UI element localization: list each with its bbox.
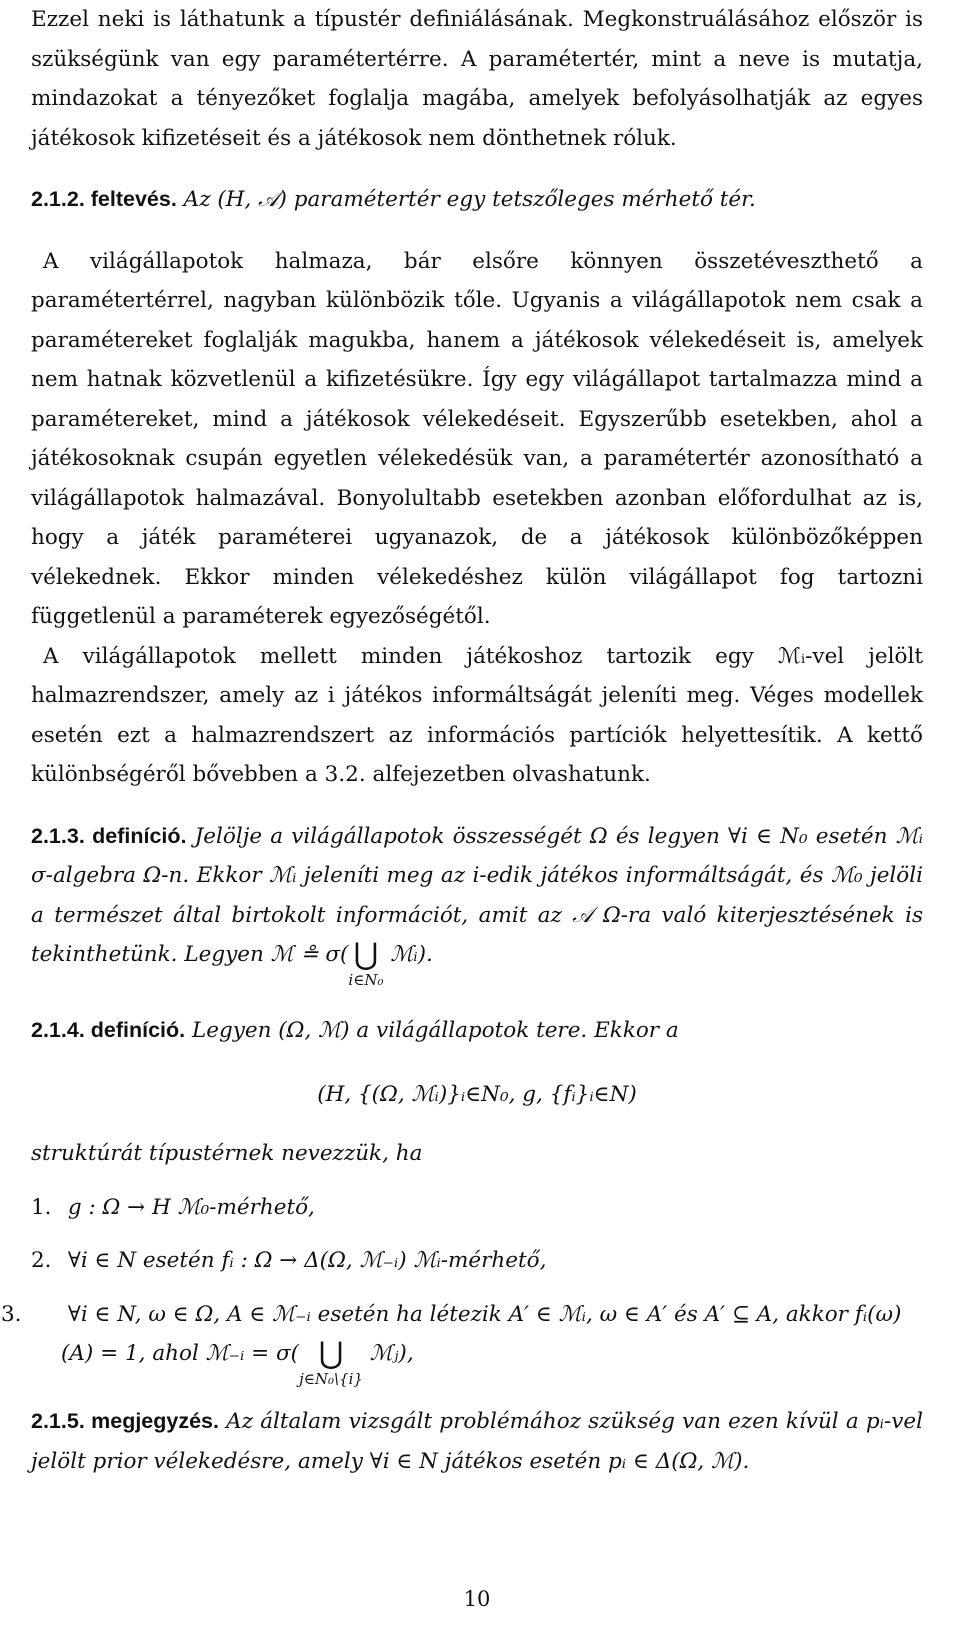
union-subscript: j∈N₀\{i} (299, 1370, 363, 1388)
definition-text: Jelölje a világállapotok összességét Ω és legyen ∀i ∈ N₀ esetén ℳᵢ σ-algebra Ω-n. Ekkor ℳᵢ jeleníti meg az i-edik játékos informáltságát, és ℳ₀ jelöli a természet által birtokolt információt, amit az 𝒜 Ω-ra való kiterjesztésének is tekinthetünk. Legyen ℳ ≗ σ( (31, 823, 923, 967)
document-page (1, 0, 923, 1636)
condition-number: 3. (1, 1301, 22, 1327)
assumption-2-1-2 (31, 180, 923, 220)
definition-text: Legyen (Ω, ℳ) a világállapotok tere. Ekkor a (191, 1018, 679, 1043)
assumption-text: Az (H, 𝒜) paramétertér egy tetszőleges mérhető tér. (183, 187, 756, 212)
big-union-symbol: ⋃ (318, 1336, 344, 1371)
union-subscript: i∈N₀ (348, 971, 384, 989)
union-operator (348, 935, 383, 989)
definition-2-1-3 (31, 817, 923, 990)
world-states-paragraph: A világállapotok halmaza, bár elsőre könnyen összetéveszthető a paramétertérrel, nagyban különbözik tőle. Ugyanis a világállapotok nem csak a paramétereket foglalják magukba, hanem a játékosok vélekedéseit is, amelyek nem hatnak közvetlenül a kifizetésükre. Így egy világállapot tartalmazza mind a paramétereket, mind a játékosok vélekedéseit. Egyszerűbb esetekben, ahol a játékosoknak csupán egyetlen vélekedésük van, a paramétertér azonosítható a világállapotok halmazával. Bonyolultabb esetekben azonban előfordulhat az is, hogy a játék paraméterei ugyanazok, de a játékosok különbözőképpen vélekednek. Ekkor minden vélekedéshez külön világállapot fog tartozni függetlenül a paraméterek egyezőségétől. (31, 248, 923, 629)
big-union-symbol: ⋃ (353, 937, 379, 972)
condition-1 (31, 1188, 923, 1228)
intro-paragraph: Ezzel neki is láthatunk a típustér definiálásának. Megkonstruálásához először is szükségünk van egy paramétertérre. A paramétertér, mint a neve is mutatja, mindazokat a tényezőket foglalja magába, amelyek befolyásolhatják az egyes játékosok kifizetéseit és a játékosok nem dönthetnek róluk. (31, 7, 923, 151)
union-operator (299, 1334, 363, 1388)
condition-number: 2. (31, 1248, 52, 1273)
definition-text-end: ℳᵢ). (390, 942, 433, 967)
page-number: 10 (463, 1587, 491, 1611)
condition-3 (1, 1295, 923, 1389)
assumption-label: 2.1.2. feltevés. (31, 187, 177, 211)
information-paragraph: A világállapotok mellett minden játékoshoz tartozik egy ℳᵢ-vel jelölt halmazrendszer, amely az i játékos informáltságát jeleníti meg. Véges modellek esetén ezt a halmazrendszert az információs partíciók helyettesítik. A kettő különbségéről bővebben a 3.2. alfejezetben olvashatunk. (31, 643, 923, 787)
condition-text: ∀i ∈ N esetén fᵢ : Ω → Δ(Ω, ℳ₋ᵢ) ℳᵢ-mérhető, (67, 1248, 547, 1273)
condition-number: 1. (31, 1194, 52, 1220)
definition-label: 2.1.4. definíció. (31, 1018, 186, 1042)
definition-continuation: struktúrát típustérnek nevezzük, ha (31, 1141, 423, 1166)
remark-label: 2.1.5. megjegyzés. (31, 1409, 219, 1433)
condition-list (1, 1188, 923, 1389)
condition-text: g : Ω → H ℳ₀-mérhető, (67, 1194, 315, 1220)
condition-text: ∀i ∈ N, ω ∈ Ω, A ∈ ℳ₋ᵢ esetén ha létezik A′ ∈ ℳᵢ, ω ∈ A′ és A′ ⊆ A, akkor fᵢ(ω)(A) = 1, ahol ℳ₋ᵢ = σ( (61, 1301, 902, 1366)
condition-text-end: ℳⱼ), (369, 1341, 414, 1366)
remark-text: Az általam vizsgált problémához szükség van ezen kívül a pᵢ-vel jelölt prior vélekedésre, amely ∀i ∈ N játékos esetén pᵢ ∈ Δ(Ω, ℳ). (31, 1409, 923, 1474)
remark-2-1-5 (31, 1402, 923, 1481)
condition-2 (31, 1241, 923, 1281)
definition-label: 2.1.3. definíció. (31, 823, 187, 848)
definition-2-1-4 (31, 1011, 923, 1051)
type-space-tuple: (H, {(Ω, ℳᵢ)}ᵢ∈N₀, g, {fᵢ}ᵢ∈N) (317, 1081, 637, 1107)
